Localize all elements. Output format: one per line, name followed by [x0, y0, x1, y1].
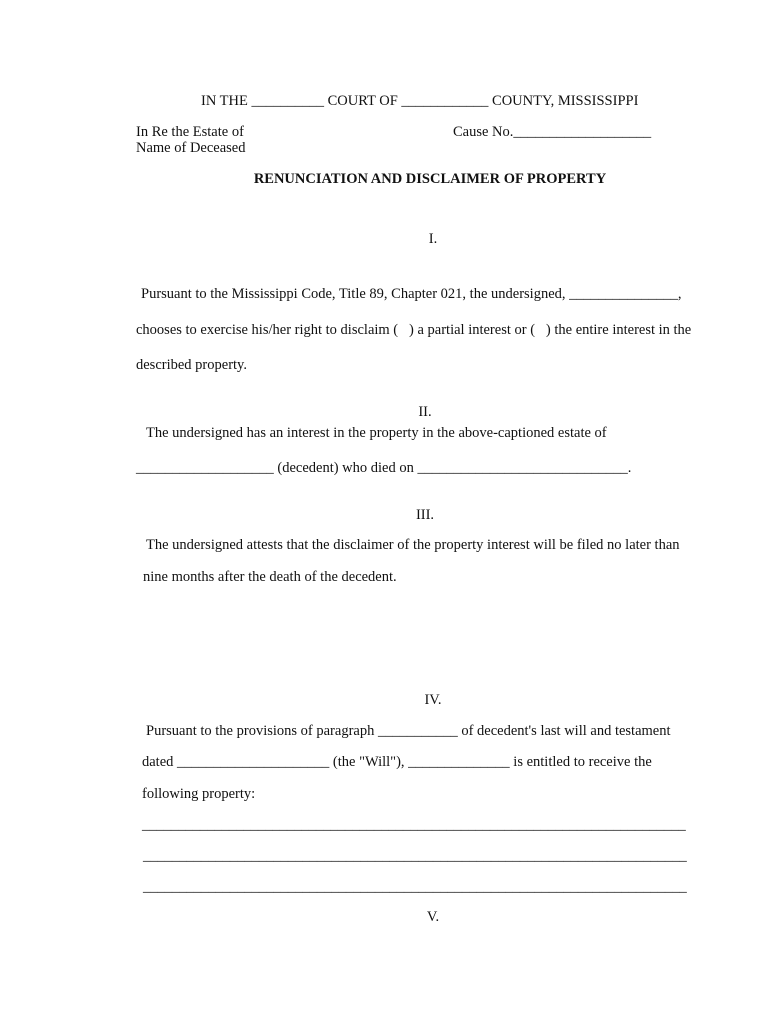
section-3-line-1: The undersigned attests that the disclaimer of the property interest will be filed no later than: [146, 537, 680, 553]
section-1-line-3: described property.: [136, 357, 247, 373]
cause-number: Cause No.___________________: [453, 124, 652, 140]
estate-caption: In Re the Estate of: [136, 124, 244, 140]
property-blank-line-1: ___________________________________________________________________________: [142, 817, 686, 833]
section-2-line-2: ___________________ (decedent) who died on _____________________________.: [136, 460, 632, 476]
deceased-name-label: Name of Deceased: [136, 140, 246, 156]
section-4-line-2: dated _____________________ (the "Will"), ______________ is entitled to receive the: [142, 754, 652, 770]
property-blank-line-2: ___________________________________________________________________________: [143, 848, 687, 864]
section-4-line-3: following property:: [142, 786, 256, 802]
section-numeral-3: III.: [415, 507, 435, 523]
section-numeral-4: IV.: [424, 692, 442, 708]
court-caption: IN THE __________ COURT OF ____________ COUNTY, MISSISSIPPI: [201, 93, 639, 109]
section-1-line-2: chooses to exercise his/her right to disclaim ( ) a partial interest or ( ) the entire interest in the: [136, 322, 692, 338]
property-blank-line-3: ___________________________________________________________________________: [143, 879, 687, 895]
section-2-line-1: The undersigned has an interest in the property in the above-captioned estate of: [146, 425, 607, 441]
section-3-line-2: nine months after the death of the decedent.: [143, 569, 397, 585]
section-numeral-2: II.: [418, 404, 432, 420]
document-title: RENUNCIATION AND DISCLAIMER OF PROPERTY: [253, 171, 607, 187]
section-numeral-1: I.: [428, 231, 438, 247]
section-1-line-1: Pursuant to the Mississippi Code, Title 89, Chapter 021, the undersigned, _______________,: [141, 286, 682, 302]
section-4-line-1: Pursuant to the provisions of paragraph ___________ of decedent's last will and testament: [146, 723, 671, 739]
section-numeral-5: V.: [426, 909, 440, 925]
